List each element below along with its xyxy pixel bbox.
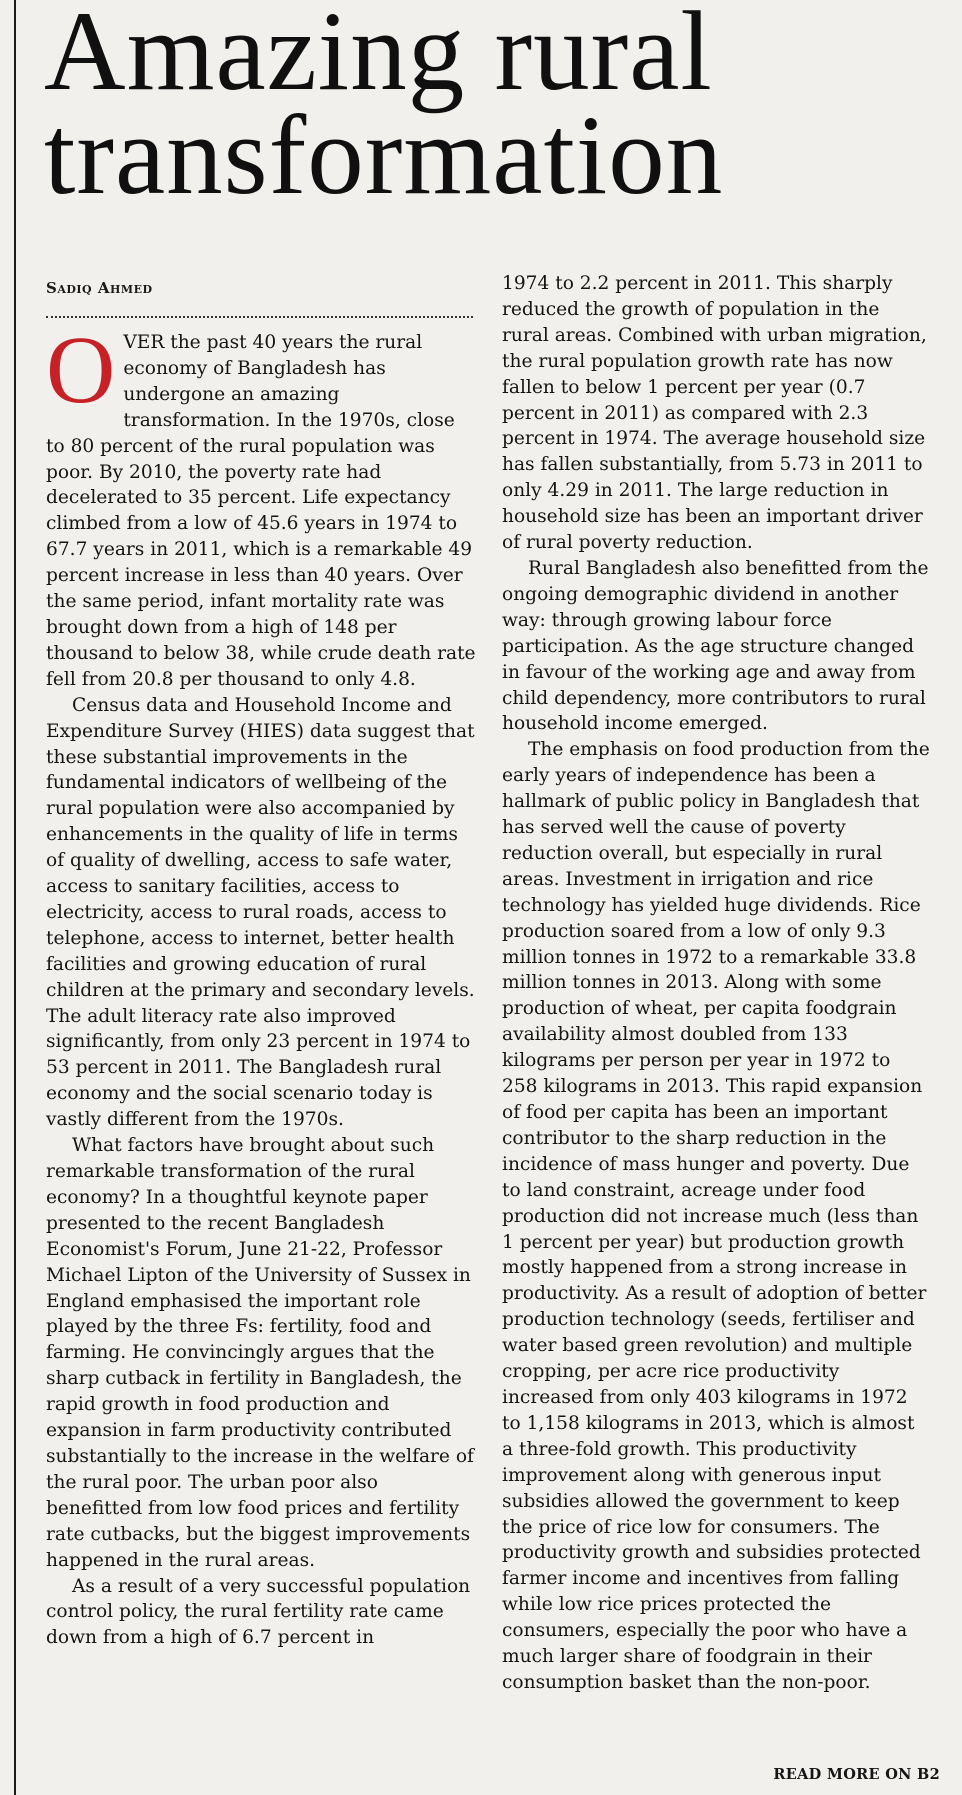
paragraph-7: The emphasis on food production from the early years of independence has been a hallmark of public policy in Bangladesh that has served well the cause of poverty reduction overall, but especially in rural areas. Investment in irrigation and rice technology has yielded huge dividends. Rice production soared from a low of only 9.3 million tonnes in 1972 to a remarkable 33.8 million tonnes in 2013. Along with some production of wheat, per capita foodgrain availability almost doubled from 133 kilograms per person per year in 1972 to 258 kilograms in 2013. This rapid expansion of food per capita has been an important contributor to the sharp reduction in the incidence of mass hunger and poverty. Due to land constraint, acreage under food production did not increase much (less than 1 percent per year) but production growth mostly happened from a strong increase in productivity. As a result of adoption of better production technology (seeds, fertiliser and water based green revolution) and multiple cropping, per acre rice productivity increased from only 403 kilograms in 1972 to 1,158 kilograms in 2013, which is almost a three-fold growth. This productivity improvement along with generous input subsidies allowed the government to keep the price of rice low for consumers. The productivity growth and subsidies protected farmer income and incentives from falling while low rice prices protected the consumers, especially the poor who have a much larger share of foodgrain in their consumption basket than the non-poor. bbox=[502, 739, 930, 1693]
read-more-link[interactable]: READ MORE ON B2 bbox=[773, 1766, 940, 1783]
article-column-1 bbox=[46, 316, 478, 1651]
paragraph-5: 1974 to 2.2 percent in 2011. This sharply reduced the growth of population in the rural areas. Combined with urban migration, the rural population growth rate has now fallen to below 1 percent per year (0.7 percent in 2011) as compared with 2.3 percent in 1974. The average household size has fallen substantially, from 5.73 in 2011 to only 4.29 in 2011. The large reduction in household size has been an important driver of rural poverty reduction. bbox=[502, 273, 927, 554]
paragraph-2: Census data and Household Income and Expenditure Survey (HIES) data suggest that these substantial improvements in the fundamental indicators of wellbeing of the rural population were also accompanied by enhancements in the quality of life in terms of quality of dwelling, access to safe water, access to sanitary facilities, access to electricity, access to rural roads, access to telephone, access to internet, better health facilities and growing education of rural children at the primary and secondary levels. The adult literacy rate also improved significantly, from only 23 percent in 1974 to 53 percent in 2011. The Bangladesh rural economy and the social scenario today is vastly different from the 1970s. bbox=[46, 694, 475, 1131]
drop-cap: O bbox=[46, 316, 116, 423]
byline: Sadiq Ahmed bbox=[46, 279, 153, 297]
article-column-2 bbox=[502, 271, 930, 1696]
paragraph-6: Rural Bangladesh also benefitted from the ongoing demographic dividend in another way: through growing labour force participation. As the age structure changed in favour of the working age and away from child dependency, more contributors to rural household income emerged. bbox=[502, 557, 929, 735]
paragraph-3: What factors have brought about such remarkable transformation of the rural economy? In a thoughtful keynote paper presented to the recent Bangladesh Economist's Forum, June 21-22, Professor Michael Lipton of the University of Sussex in England emphasised the important role played by the three Fs: fertility, food and farming. He convincingly argues that the sharp cutback in fertility in Bangladesh, the rapid growth in food production and expansion in farm productivity contributed substantially to the increase in the welfare of the rural poor. The urban poor also benefitted from low food prices and fertility rate cutbacks, but the biggest improvements happened in the rural areas. bbox=[46, 1135, 474, 1571]
paragraph-4: As a result of a very successful population control policy, the rural fertility rate came down from a high of 6.7 percent in bbox=[46, 1575, 471, 1649]
headline: Amazing rural transformation bbox=[44, 0, 724, 218]
paragraph-1 bbox=[46, 316, 478, 693]
paragraph-1-text: VER the past 40 years the rural economy of Bangladesh has undergone an amazing transformation. In the 1970s, close to 80 percent of the rural population was poor. By 2010, the poverty rate had decelerated to 35 percent. Life expectancy climbed from a low of 45.6 years in 1974 to 67.7 years in 2011, which is a remarkable 49 percent increase in less than 40 years. Over the same period, infant mortality rate was brought down from a high of 148 per thousand to below 38, while crude death rate fell from 20.8 per thousand to only 4.8. bbox=[46, 332, 476, 690]
column-rule-left bbox=[14, 0, 16, 1795]
